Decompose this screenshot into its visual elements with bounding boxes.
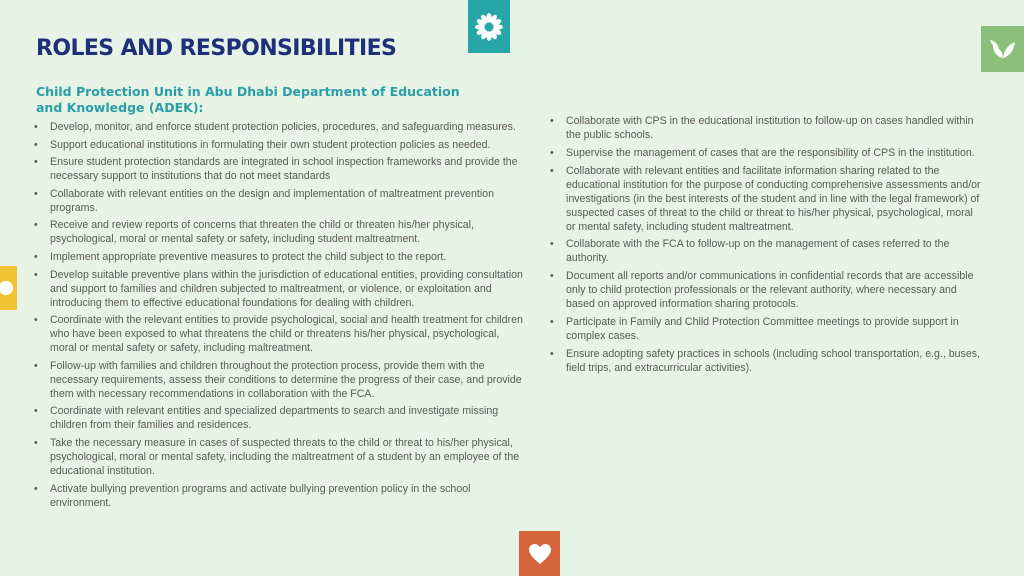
list-item: • Coordinate with the relevant entities to provide psychological, social and health treatment for children who have been exposed to what threatens the child or threatens his/her physical, psychological, moral or mental safety or safety, including maltreatment. [50,313,528,355]
list-item: • Collaborate with relevant entities on the design and implementation of maltreatment prevention programs. [50,187,528,215]
left-responsibilities-list [50,120,528,513]
list-item: • Ensure student protection standards are integrated in school inspection frameworks and provide the necessary support to institutions that do not meet standards [50,155,528,183]
flower-badge [468,0,510,53]
list-item: • Implement appropriate preventive measures to protect the child subject to the report. [50,250,528,264]
list-item: • Collaborate with the FCA to follow-up on the management of cases referred to the authority. [566,237,982,265]
list-item: • Follow-up with families and children throughout the protection process, provide them with the necessary requirements, assess their conditions to determine the progress of their case, and provide them with necessary recommendations in collaboration with the FCA. [50,359,528,401]
list-item: • Supervise the management of cases that are the responsibility of CPS in the institution. [566,146,982,160]
flower-icon [474,12,504,42]
list-item: • Collaborate with CPS in the educational institution to follow-up on cases handled within the public schools. [566,114,982,142]
list-item: • Develop suitable preventive plans within the jurisdiction of educational entities, providing consultation and support to families and children subjected to maltreatment, or violence, or exploitation and introducing them to effective educational foundations for dealing with children. [50,268,528,310]
list-item: • Receive and review reports of concerns that threaten the child or threaten his/her physical, psychological, moral or mental safety or safety, including student maltreatment. [50,218,528,246]
sprout-icon [989,36,1017,62]
list-item: • Develop, monitor, and enforce student protection policies, procedures, and safeguarding measures. [50,120,528,134]
list-item: • Coordinate with relevant entities and specialized departments to search and investigate missing children from their families and residences. [50,404,528,432]
list-item: • Collaborate with relevant entities and facilitate information sharing related to the educational institution for the purpose of conducting comprehensive assessments and/or investigations (in the best interests of the student and in line with the legal framework) of suspected cases of threat to the child or threat to his/her physical, psychological, moral or mental safety, including student maltreatment. [566,164,982,234]
list-item: • Participate in Family and Child Protection Committee meetings to provide support in complex cases. [566,315,982,343]
list-item: • Ensure adopting safety practices in schools (including school transportation, e.g., buses, field trips, and extracurricular activities). [566,347,982,375]
sprout-badge [981,26,1024,72]
page-title: ROLES AND RESPONSIBILITIES [36,36,397,61]
section-subtitle: Child Protection Unit in Abu Dhabi Department of Education and Knowledge (ADEK): [36,84,460,115]
list-item: • Document all reports and/or communications in confidential records that are accessible only to child protection professionals or the relevant authority, where necessary and based on approved information sharing protocols. [566,269,982,311]
heart-icon [528,543,552,565]
list-item: • Support educational institutions in formulating their own student protection policies as needed. [50,138,528,152]
circle-icon [0,281,13,295]
circle-badge [0,266,17,310]
right-responsibilities-list [566,114,982,379]
heart-badge [519,531,560,576]
list-item: • Take the necessary measure in cases of suspected threats to the child or threat to his/her physical, psychological, moral or mental safety, including the maltreatment of a student by an employee of the educational institution. [50,436,528,478]
list-item: • Activate bullying prevention programs and activate bullying prevention policy in the school environment. [50,482,528,510]
